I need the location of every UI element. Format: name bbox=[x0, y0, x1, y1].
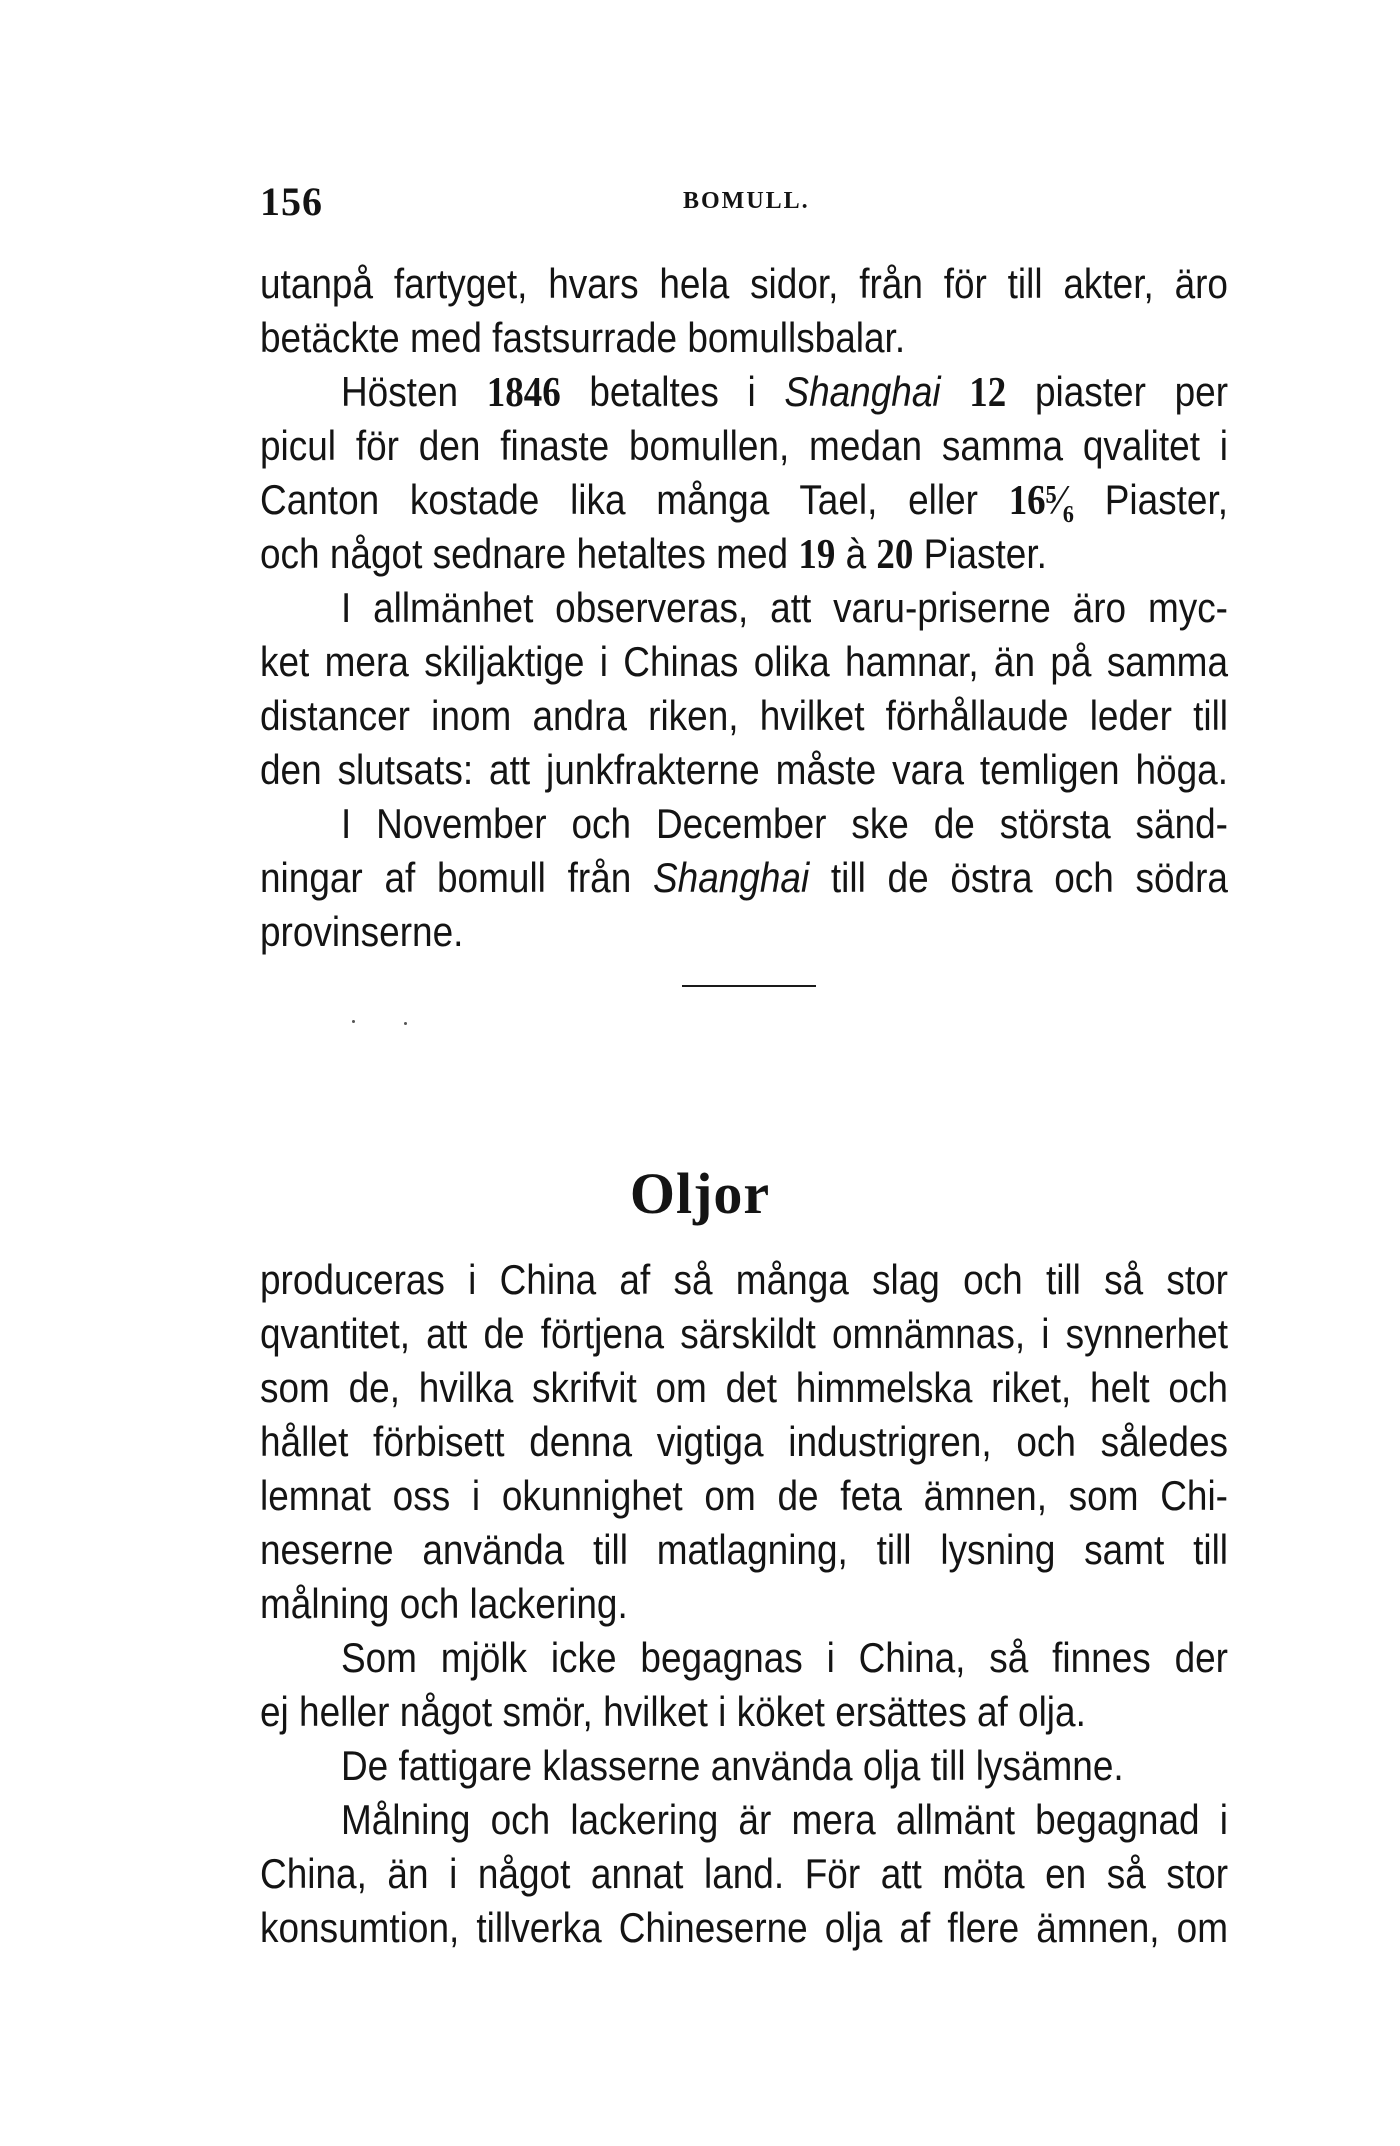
running-head: BOMULL. bbox=[683, 188, 810, 214]
text-line: och något sednare hetaltes med 19 à 20 Piaster. bbox=[260, 530, 1047, 578]
text-line: som de, hvilka skrifvit om det himmelska riket, helt och bbox=[260, 1364, 1228, 1411]
text-line: Hösten 1846 betaltes i Shanghai 12 piaster per bbox=[340, 368, 1228, 416]
text-line: Canton kostade lika många Tael, eller 16⁵⁄₆ Piaster, bbox=[260, 476, 1228, 524]
page-header bbox=[260, 178, 1256, 226]
text-line: I allmänhet observeras, att varu-priserne äro myc- bbox=[340, 584, 1229, 631]
text-line: utanpå fartyget, hvars hela sidor, från för till akter, äro bbox=[260, 260, 1228, 307]
text-line: qvantitet, att de förtjena särskildt omnämnas, i synnerhet bbox=[260, 1310, 1228, 1357]
text-line: China, än i något annat land. För att möta en så stor bbox=[260, 1850, 1228, 1897]
text-line: betäckte med fastsurrade bomullsbalar. bbox=[260, 314, 906, 361]
text-line: Målning och lackering är mera allmänt begagnad i bbox=[340, 1796, 1229, 1843]
text-line: ningar af bomull från Shanghai till de östra och södra bbox=[260, 854, 1228, 901]
text-line: ket mera skiljaktige i Chinas olika hamnar, än på samma bbox=[260, 638, 1228, 685]
text-line: distancer inom andra riken, hvilket förhållaude leder till bbox=[260, 692, 1228, 739]
print-speck bbox=[404, 1022, 407, 1025]
text-line: neserne använda till matlagning, till lysning samt till bbox=[260, 1526, 1228, 1573]
text-line: konsumtion, tillverka Chineserne olja af flere ämnen, om bbox=[260, 1904, 1228, 1951]
page-number: 156 bbox=[260, 179, 323, 224]
text-line: De fattigare klasserne använda olja till lysämne. bbox=[340, 1742, 1124, 1789]
text-line: provinserne. bbox=[260, 908, 464, 955]
text-line: lemnat oss i okunnighet om de feta ämnen, som Chi- bbox=[260, 1472, 1228, 1519]
text-line: I November och December ske de största sänd- bbox=[340, 800, 1229, 847]
section-divider bbox=[682, 985, 816, 987]
text-line: Som mjölk icke begagnas i China, så finnes der bbox=[340, 1634, 1229, 1681]
text-line: picul för den finaste bomullen, medan samma qvalitet i bbox=[260, 422, 1228, 469]
text-line: ej heller något smör, hvilket i köket ersättes af olja. bbox=[260, 1688, 1086, 1735]
text-line: målning och lackering. bbox=[260, 1580, 628, 1627]
text-line: hållet förbisett denna vigtiga industrigren, och således bbox=[260, 1418, 1228, 1465]
text-line: den slutsats: att junkfrakterne måste vara temligen höga. bbox=[260, 746, 1228, 793]
print-speck bbox=[352, 1020, 355, 1023]
section-title: Oljor bbox=[629, 1161, 771, 1226]
text-line: produceras i China af så många slag och till så stor bbox=[260, 1256, 1228, 1303]
